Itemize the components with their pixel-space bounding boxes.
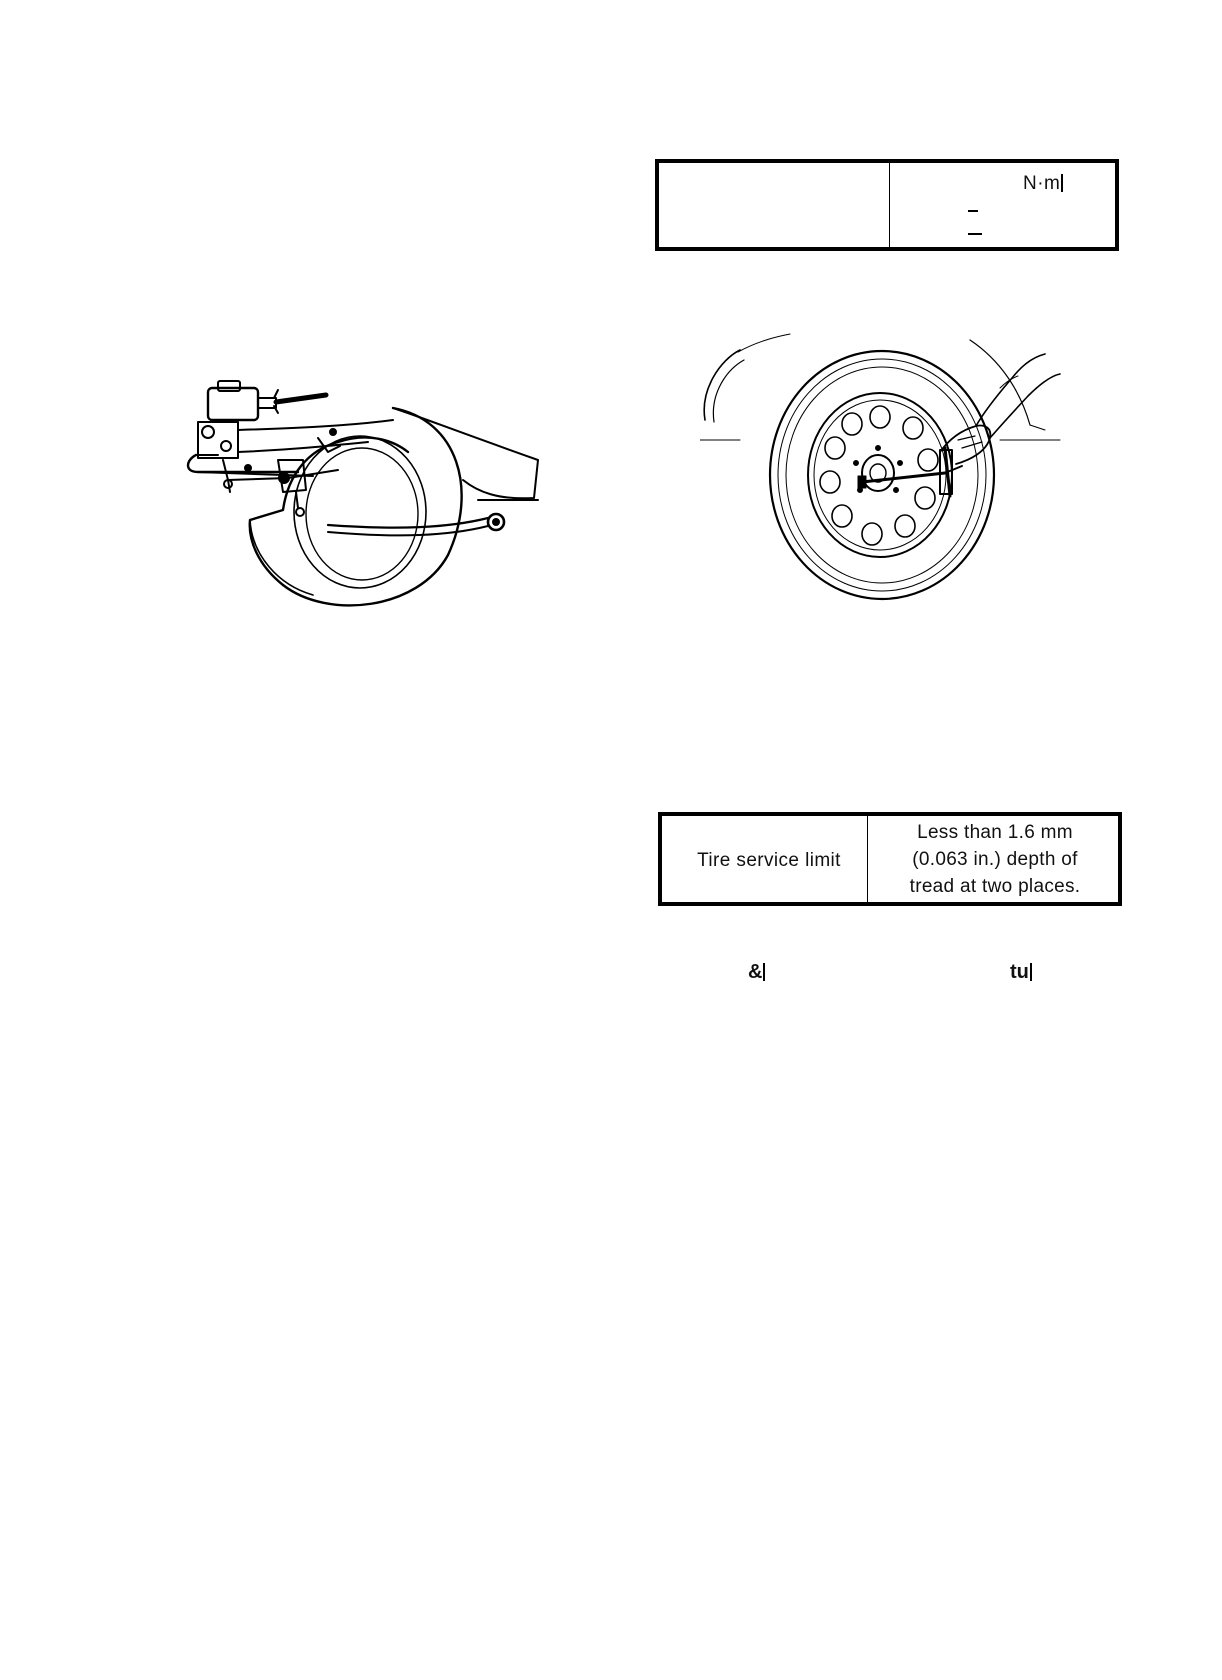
tire-service-limit-table	[658, 812, 1122, 906]
wheel-torque-wrench-figure	[700, 330, 1080, 620]
tire-limit-value-line-3: tread at two places.	[909, 876, 1081, 897]
dash-mark	[968, 210, 978, 212]
table-divider	[867, 816, 868, 902]
table-divider	[889, 163, 890, 247]
tire-limit-value-line-1: Less than 1.6 mm	[917, 822, 1073, 843]
text-fragment-right-text: tu	[1010, 961, 1029, 983]
torque-unit-text: N·m	[1023, 173, 1061, 194]
text-fragment-left	[748, 961, 765, 984]
torque-unit	[1023, 173, 1063, 195]
tire-limit-label: Tire service limit	[697, 850, 841, 871]
steering-linkage-figure	[178, 380, 548, 620]
tire-limit-value-line-2: (0.063 in.) depth of	[912, 849, 1078, 870]
text-fragment-left-text: &	[748, 961, 763, 983]
dash-mark	[968, 233, 982, 235]
torque-spec-table	[655, 159, 1119, 251]
text-fragment-right	[1010, 961, 1032, 984]
